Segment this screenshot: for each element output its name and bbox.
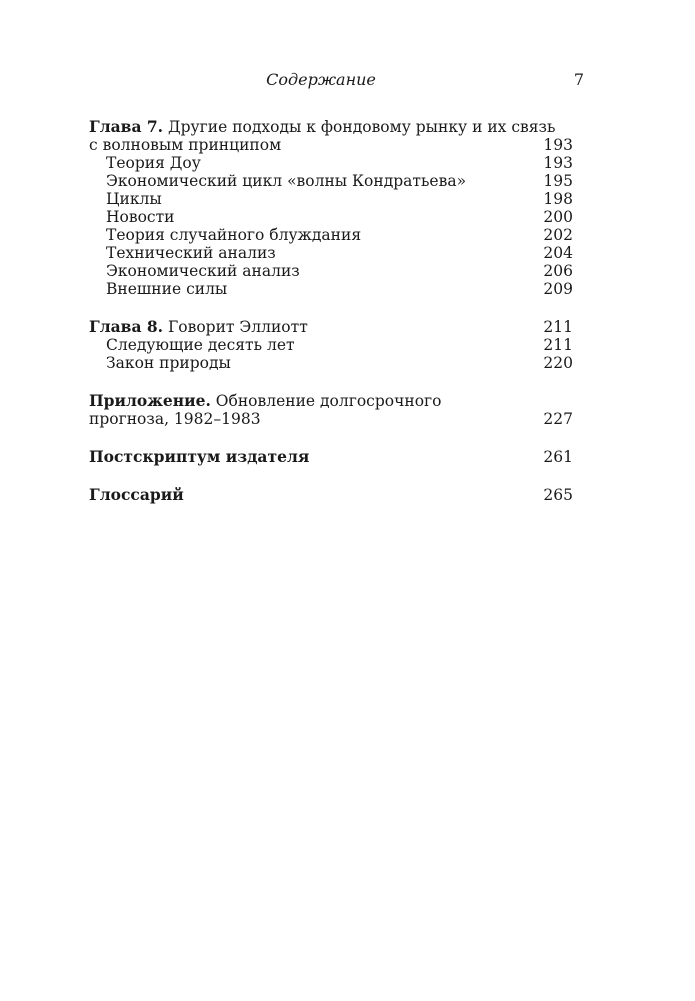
postscript-title: Постскриптум издателя <box>89 447 310 466</box>
spacer <box>89 298 573 318</box>
section-page: 198 <box>543 190 573 208</box>
chapter-7-page: 193 <box>543 136 573 154</box>
toc-chapter-7-line1[interactable] <box>89 118 573 136</box>
chapter-8-title: Говорит Эллиотт <box>168 318 308 336</box>
chapter-7-label: Глава 7. <box>89 117 164 136</box>
section-title: Закон природы <box>106 354 231 372</box>
table-of-contents <box>89 118 573 504</box>
glossary-page: 265 <box>543 486 573 504</box>
toc-section[interactable] <box>89 336 573 354</box>
postscript-page: 261 <box>543 448 573 466</box>
toc-section[interactable] <box>89 262 573 280</box>
spacer <box>89 428 573 448</box>
page-number: 7 <box>573 70 584 89</box>
toc-section[interactable] <box>89 208 573 226</box>
chapter-7-title-line1: Другие подходы к фондовому рынку и их связь <box>168 118 556 136</box>
section-title: Технический анализ <box>106 244 276 262</box>
section-page: 202 <box>543 226 573 244</box>
section-page: 204 <box>543 244 573 262</box>
toc-appendix-line1[interactable] <box>89 392 573 410</box>
chapter-8-page: 211 <box>543 318 573 336</box>
appendix-page: 227 <box>543 410 573 428</box>
section-title: Экономический цикл «волны Кондратьева» <box>106 172 467 190</box>
toc-section[interactable] <box>89 154 573 172</box>
section-title: Экономический анализ <box>106 262 300 280</box>
toc-section[interactable] <box>89 244 573 262</box>
section-page: 209 <box>543 280 573 298</box>
appendix-title-line1: Обновление долгосрочного <box>215 392 442 410</box>
chapter-8-label: Глава 8. <box>89 317 164 336</box>
section-page: 211 <box>543 336 573 354</box>
section-title: Теория случайного блуждания <box>106 226 362 244</box>
toc-chapter-8[interactable] <box>89 318 573 336</box>
running-title: Содержание <box>266 70 376 89</box>
section-title: Новости <box>106 208 175 226</box>
section-title: Циклы <box>106 190 162 208</box>
appendix-label: Приложение. <box>89 391 211 410</box>
section-title: Внешние силы <box>106 280 228 298</box>
section-title: Следующие десять лет <box>106 336 295 354</box>
toc-section[interactable] <box>89 354 573 372</box>
section-page: 200 <box>543 208 573 226</box>
toc-appendix-line2[interactable] <box>89 410 573 428</box>
toc-section[interactable] <box>89 280 573 298</box>
section-page: 206 <box>543 262 573 280</box>
appendix-title-line2: прогноза, 1982–1983 <box>89 410 261 428</box>
spacer <box>89 466 573 486</box>
section-page: 220 <box>543 354 573 372</box>
glossary-title: Глоссарий <box>89 485 184 504</box>
section-title: Теория Доу <box>106 154 201 172</box>
toc-glossary[interactable] <box>89 486 573 504</box>
section-page: 193 <box>543 154 573 172</box>
section-page: 195 <box>543 172 573 190</box>
toc-chapter-7-line2[interactable] <box>89 136 573 154</box>
chapter-7-title-line2: с волновым принципом <box>89 136 282 154</box>
toc-postscript[interactable] <box>89 448 573 466</box>
toc-section[interactable] <box>89 190 573 208</box>
toc-section[interactable] <box>89 172 573 190</box>
toc-section[interactable] <box>89 226 573 244</box>
spacer <box>89 372 573 392</box>
